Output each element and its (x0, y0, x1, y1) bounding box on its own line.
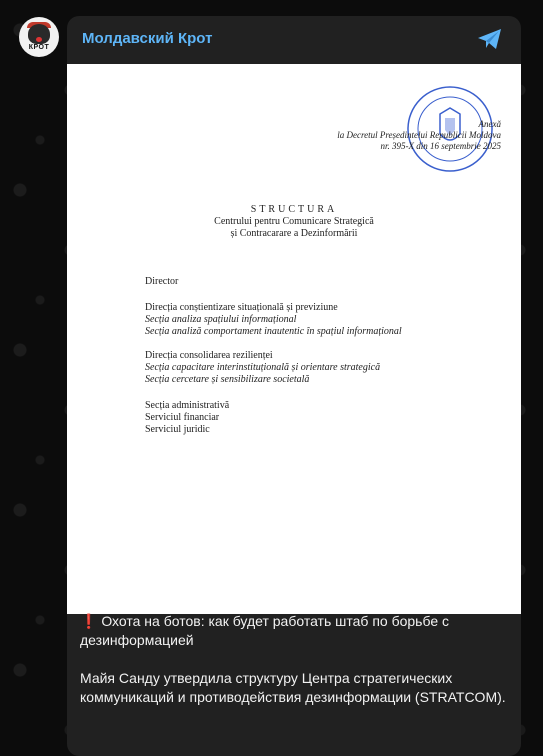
annex-line: nr. 395-X din 16 septembrie 2025 (380, 141, 501, 151)
structure-line: Direcția consolidarea rezilienței (145, 350, 273, 361)
structure-line: Secția cercetare și sensibilizare societală (145, 374, 310, 385)
structure-line: Secția administrativă (145, 400, 230, 411)
document-subtitle (67, 216, 521, 240)
headline-text: Охота на ботов: как будет работать штаб по борьбе с дезинформацией (80, 613, 450, 648)
channel-avatar[interactable] (19, 17, 59, 57)
subtitle-line: Centrului pentru Comunicare Strategică (214, 216, 374, 227)
structure-line: Secția analiza spațiului informațional (145, 314, 297, 325)
message-text (80, 612, 510, 707)
structure-line: Serviciul financiar (145, 412, 220, 423)
structure-line: Serviciul juridic (145, 424, 210, 435)
message-headline (80, 612, 510, 650)
channel-name[interactable]: Молдавский Крот (82, 30, 213, 47)
structure-line: Direcția conștientizare situațională și previziune (145, 302, 338, 313)
message-header (67, 16, 521, 64)
message-bubble (67, 16, 521, 756)
share-icon[interactable] (477, 28, 503, 50)
document-title: STRUCTURA (250, 204, 338, 215)
exclamation-icon: ❗ (80, 613, 98, 629)
structure-line: Secția analiză comportament inautentic în spațiul informațional (145, 326, 402, 337)
structure-line: Secția capacitare interinstituțională și orientare strategică (145, 362, 381, 373)
structure-line: Director (145, 276, 179, 287)
avatar-label: КРОТ (28, 44, 50, 51)
document-image[interactable] (67, 64, 521, 614)
annex-line: Anexă (478, 119, 501, 129)
annex-note (281, 119, 501, 152)
annex-line: la Decretul Președintelui Republicii Moldova (337, 130, 501, 140)
avatar-nose (36, 37, 42, 42)
message-body: Майя Санду утвердила структуру Центра стратегических коммуникаций и противодействия дезинформации (STRATCOM). (80, 670, 506, 705)
subtitle-line: și Contracarare a Dezinformării (230, 228, 358, 239)
